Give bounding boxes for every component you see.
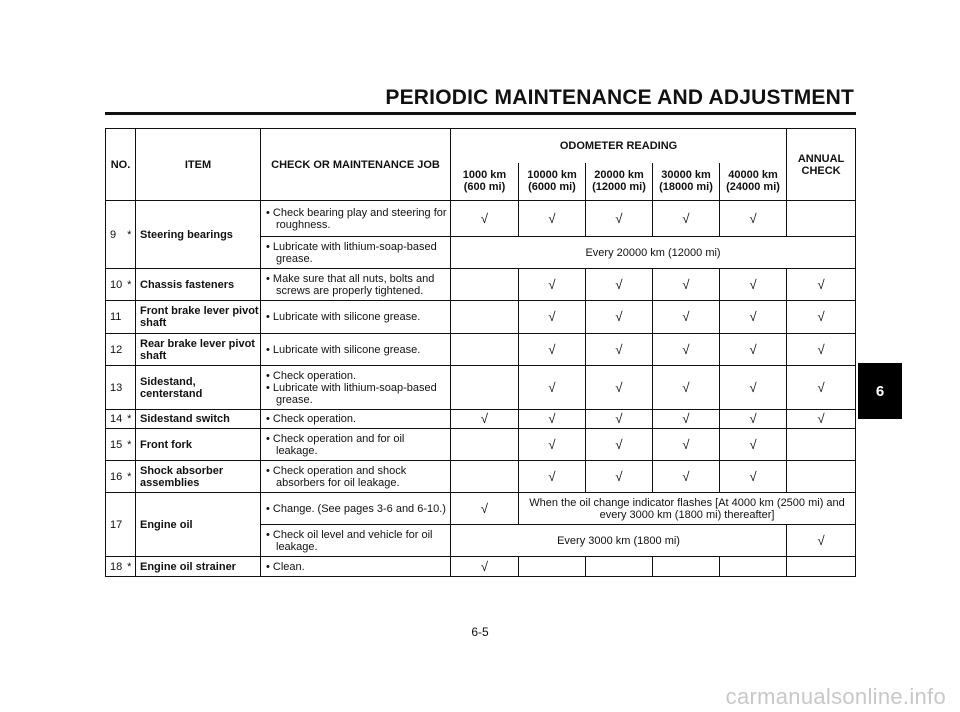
odo-col-3: 20000 km (12000 mi) bbox=[586, 163, 653, 201]
row-number: 10 bbox=[106, 269, 124, 301]
table-row bbox=[106, 301, 856, 334]
check-mark: √ bbox=[451, 493, 519, 525]
check-mark: √ bbox=[653, 269, 720, 301]
check-empty bbox=[451, 301, 519, 334]
check-mark: √ bbox=[653, 301, 720, 334]
check-mark: √ bbox=[519, 269, 586, 301]
row-job: • Lubricate with silicone grease. bbox=[261, 301, 451, 334]
row-job: • Check oil level and vehicle for oil leakage. bbox=[261, 525, 451, 557]
check-mark: √ bbox=[653, 366, 720, 410]
check-mark: √ bbox=[586, 366, 653, 410]
check-mark: √ bbox=[653, 429, 720, 461]
check-mark: √ bbox=[653, 201, 720, 237]
check-mark: √ bbox=[787, 269, 856, 301]
row-item: Front brake lever pivot shaft bbox=[136, 301, 261, 334]
check-mark: √ bbox=[519, 334, 586, 366]
row-number: 12 bbox=[106, 334, 124, 366]
check-empty bbox=[451, 461, 519, 493]
check-mark: √ bbox=[720, 269, 787, 301]
check-mark: √ bbox=[653, 334, 720, 366]
row-item: Engine oil bbox=[136, 493, 261, 557]
check-mark: √ bbox=[653, 410, 720, 429]
check-mark: √ bbox=[586, 461, 653, 493]
check-mark: √ bbox=[519, 301, 586, 334]
check-mark: √ bbox=[586, 201, 653, 237]
row-asterisk: * bbox=[124, 429, 136, 461]
interval-text: Every 3000 km (1800 mi) bbox=[451, 525, 787, 557]
check-mark: √ bbox=[787, 410, 856, 429]
row-number: 18 bbox=[106, 557, 124, 577]
check-mark: √ bbox=[720, 301, 787, 334]
check-empty bbox=[787, 557, 856, 577]
row-number: 11 bbox=[106, 301, 124, 334]
chapter-tab[interactable]: 6 bbox=[858, 363, 902, 419]
row-asterisk: * bbox=[124, 269, 136, 301]
header-no: NO. bbox=[106, 129, 136, 201]
check-mark: √ bbox=[720, 201, 787, 237]
check-mark: √ bbox=[586, 334, 653, 366]
row-number: 17 bbox=[106, 493, 124, 557]
row-job: • Check operation and for oil leakage. bbox=[261, 429, 451, 461]
row-asterisk: * bbox=[124, 201, 136, 269]
check-mark: √ bbox=[451, 410, 519, 429]
row-item: Front fork bbox=[136, 429, 261, 461]
row-number: 16 bbox=[106, 461, 124, 493]
table-row bbox=[106, 334, 856, 366]
row-number: 9 bbox=[106, 201, 124, 269]
row-job: • Check operation. bbox=[261, 410, 451, 429]
table-row bbox=[106, 557, 856, 577]
row-asterisk bbox=[124, 334, 136, 366]
row-item: Shock absorber assemblies bbox=[136, 461, 261, 493]
check-mark: √ bbox=[720, 461, 787, 493]
check-empty bbox=[653, 557, 720, 577]
page-number: 6-5 bbox=[471, 625, 489, 639]
maintenance-table bbox=[105, 128, 856, 577]
page-title: PERIODIC MAINTENANCE AND ADJUSTMENT bbox=[385, 86, 854, 109]
interval-text: When the oil change indicator flashes [At 4000 km (2500 mi) and every 3000 km (1800 mi) thereafter] bbox=[519, 493, 856, 525]
table-row bbox=[106, 201, 856, 237]
check-empty bbox=[787, 461, 856, 493]
check-empty bbox=[451, 366, 519, 410]
row-asterisk: * bbox=[124, 410, 136, 429]
row-item: Sidestand switch bbox=[136, 410, 261, 429]
check-mark: √ bbox=[586, 301, 653, 334]
row-number: 15 bbox=[106, 429, 124, 461]
row-number: 14 bbox=[106, 410, 124, 429]
row-item: Chassis fasteners bbox=[136, 269, 261, 301]
watermark: carmanualsonline.info bbox=[725, 684, 946, 709]
row-item: Sidestand, centerstand bbox=[136, 366, 261, 410]
check-mark: √ bbox=[451, 201, 519, 237]
odo-col-5: 40000 km (24000 mi) bbox=[720, 163, 787, 201]
table-row bbox=[106, 269, 856, 301]
row-job: • Check operation. • Lubricate with lithium-soap-based grease. bbox=[261, 366, 451, 410]
check-mark: √ bbox=[586, 429, 653, 461]
check-mark: √ bbox=[720, 410, 787, 429]
interval-text: Every 20000 km (12000 mi) bbox=[451, 237, 856, 269]
check-mark: √ bbox=[787, 366, 856, 410]
check-empty bbox=[720, 557, 787, 577]
check-empty bbox=[451, 269, 519, 301]
table-row bbox=[106, 461, 856, 493]
table-row bbox=[106, 410, 856, 429]
table-row bbox=[106, 429, 856, 461]
check-mark: √ bbox=[451, 557, 519, 577]
row-job: • Clean. bbox=[261, 557, 451, 577]
row-number: 13 bbox=[106, 366, 124, 410]
check-empty bbox=[519, 557, 586, 577]
row-job: • Check bearing play and steering for roughness. bbox=[261, 201, 451, 237]
check-mark: √ bbox=[519, 461, 586, 493]
odo-col-4: 30000 km (18000 mi) bbox=[653, 163, 720, 201]
row-job: • Lubricate with silicone grease. bbox=[261, 334, 451, 366]
row-asterisk: * bbox=[124, 557, 136, 577]
table-row bbox=[106, 366, 856, 410]
row-item: Rear brake lever pivot shaft bbox=[136, 334, 261, 366]
odo-col-1: 1000 km (600 mi) bbox=[451, 163, 519, 201]
row-item: Steering bearings bbox=[136, 201, 261, 269]
row-job: • Check operation and shock absorbers for oil leakage. bbox=[261, 461, 451, 493]
row-asterisk: * bbox=[124, 461, 136, 493]
row-asterisk bbox=[124, 493, 136, 557]
row-asterisk bbox=[124, 366, 136, 410]
table-row bbox=[106, 493, 856, 525]
check-mark: √ bbox=[720, 334, 787, 366]
check-mark: √ bbox=[653, 461, 720, 493]
check-mark: √ bbox=[787, 334, 856, 366]
check-mark: √ bbox=[519, 410, 586, 429]
check-mark: √ bbox=[720, 366, 787, 410]
title-rule bbox=[105, 112, 856, 115]
row-item: Engine oil strainer bbox=[136, 557, 261, 577]
check-empty bbox=[787, 429, 856, 461]
row-job: • Make sure that all nuts, bolts and screws are properly tightened. bbox=[261, 269, 451, 301]
header-annual: ANNUAL CHECK bbox=[787, 129, 856, 201]
row-job: • Change. (See pages 3-6 and 6-10.) bbox=[261, 493, 451, 525]
check-mark: √ bbox=[519, 429, 586, 461]
check-mark: √ bbox=[787, 525, 856, 557]
check-mark: √ bbox=[787, 301, 856, 334]
header-item: ITEM bbox=[136, 129, 261, 201]
check-empty bbox=[451, 429, 519, 461]
check-mark: √ bbox=[586, 410, 653, 429]
header-odometer: ODOMETER READING bbox=[451, 129, 787, 163]
header-job: CHECK OR MAINTENANCE JOB bbox=[261, 129, 451, 201]
odo-col-2: 10000 km (6000 mi) bbox=[519, 163, 586, 201]
check-empty bbox=[586, 557, 653, 577]
check-mark: √ bbox=[720, 429, 787, 461]
check-empty bbox=[787, 201, 856, 237]
check-empty bbox=[451, 334, 519, 366]
row-job: • Lubricate with lithium-soap-based grease. bbox=[261, 237, 451, 269]
row-asterisk bbox=[124, 301, 136, 334]
check-mark: √ bbox=[586, 269, 653, 301]
check-mark: √ bbox=[519, 201, 586, 237]
check-mark: √ bbox=[519, 366, 586, 410]
